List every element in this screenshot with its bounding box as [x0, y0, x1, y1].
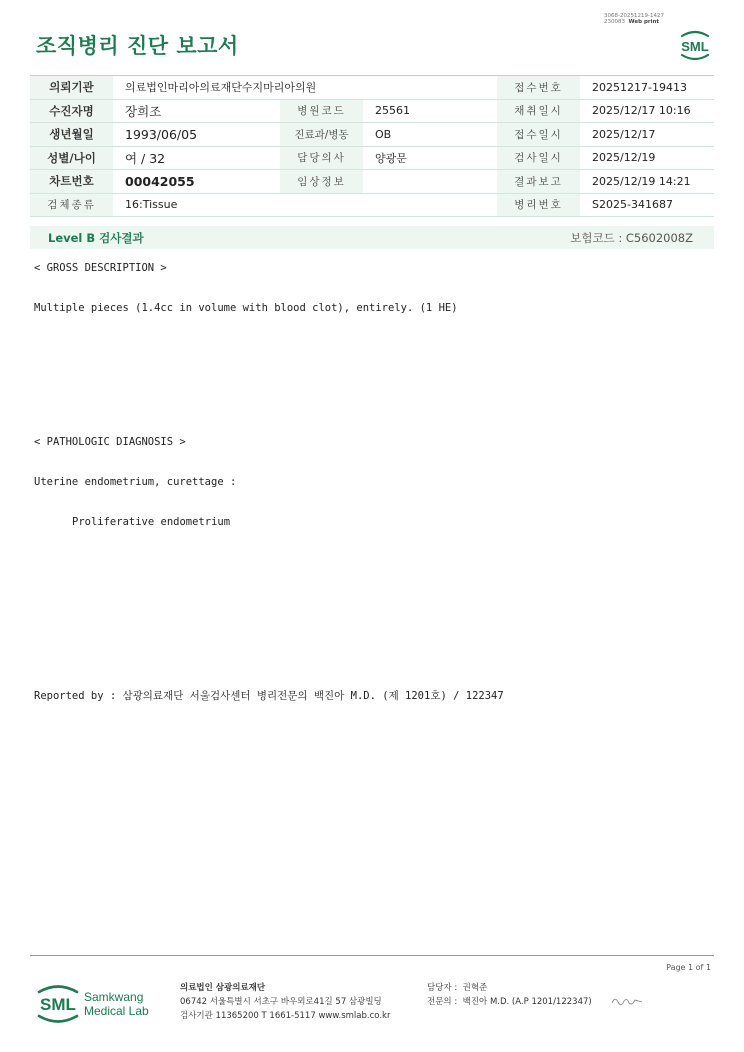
result-level-label: Level B 검사결과	[48, 231, 144, 245]
info-row	[30, 170, 714, 194]
value-physician: 양광문	[363, 146, 497, 170]
label-hospital-code: 병원코드	[280, 99, 363, 123]
footer-divider	[30, 955, 714, 956]
info-row	[30, 123, 714, 147]
value-pathology-number: S2025-341687	[580, 193, 714, 217]
label-referring-institution: 의뢰기관	[30, 76, 113, 100]
footer-logo-sml: SML	[40, 995, 76, 1014]
value-department: OB	[363, 123, 497, 147]
specialist-row	[427, 995, 592, 1009]
footer-logo-line2: Medical Lab	[84, 1004, 149, 1018]
print-code-number: 230083	[604, 19, 625, 25]
label-specimen-type: 검체종류	[30, 193, 113, 217]
specialist-name: 백진아 M.D. (A.P 1201/122347)	[462, 997, 592, 1007]
value-referring-institution: 의료법인마리아의료재단수지마리아의원	[113, 76, 497, 100]
organization-info	[180, 981, 390, 1023]
patient-info-table	[30, 75, 714, 217]
org-name: 의료법인 삼광의료재단	[180, 983, 266, 993]
value-birth-date: 1993/06/05	[113, 123, 280, 147]
value-result-report: 2025/12/19 14:21	[580, 170, 714, 194]
print-code	[604, 13, 664, 25]
print-code-label: Web print	[628, 19, 660, 25]
value-accession-number: 20251217-19413	[580, 76, 714, 100]
info-row	[30, 146, 714, 170]
value-test-date: 2025/12/19	[580, 146, 714, 170]
staff-row	[427, 981, 592, 995]
insurance-code: 보험코드 : C5602008Z	[570, 231, 693, 245]
value-patient-name: 장희조	[113, 99, 280, 123]
info-row	[30, 193, 714, 217]
value-chart-number: 00042055	[113, 170, 280, 194]
label-test-date: 검사일시	[497, 146, 580, 170]
label-sex-age: 성별/나이	[30, 146, 113, 170]
value-received-date: 2025/12/17	[580, 123, 714, 147]
value-clinical-info	[363, 170, 497, 194]
value-sex-age: 여 / 32	[113, 146, 280, 170]
label-patient-name: 수진자명	[30, 99, 113, 123]
gross-description-text: Multiple pieces (1.4cc in volume with blood clot), entirely. (1 HE)	[34, 302, 458, 314]
value-collection-datetime: 2025/12/17 10:16	[580, 99, 714, 123]
label-accession-number: 접수번호	[497, 76, 580, 100]
org-address: 06742 서울특별시 서초구 바우뫼로41길 57 삼광빌딩	[180, 997, 382, 1007]
specialist-label: 전문의 :	[427, 997, 458, 1007]
label-collection-datetime: 채취일시	[497, 99, 580, 123]
footer-logo-line1: Samkwang	[84, 990, 144, 1004]
logo-text: SML	[681, 39, 709, 54]
staff-info	[427, 981, 592, 1009]
diagnosis-result: Proliferative endometrium	[72, 516, 231, 528]
sml-logo-icon	[676, 27, 714, 63]
pathologic-diagnosis-heading: < PATHOLOGIC DIAGNOSIS >	[34, 436, 186, 448]
value-hospital-code: 25561	[363, 99, 497, 123]
print-code-line2	[604, 19, 664, 25]
label-received-date: 접수일시	[497, 123, 580, 147]
label-physician: 담당의사	[280, 146, 363, 170]
label-pathology-number: 병리번호	[497, 193, 580, 217]
value-specimen-type: 16:Tissue	[113, 193, 497, 217]
signature-icon	[610, 994, 644, 1008]
samkwang-logo-icon	[36, 982, 158, 1026]
report-title: 조직병리 진단 보고서	[36, 34, 239, 58]
label-clinical-info: 임상정보	[280, 170, 363, 194]
gross-description-heading: < GROSS DESCRIPTION >	[34, 262, 167, 274]
org-contact: 검사기관 11365200 T 1661-5117 www.smlab.co.kr	[180, 1011, 391, 1021]
print-code-line1: 3068-20251219-1427	[604, 13, 664, 19]
page-number: Page 1 of 1	[666, 963, 711, 972]
label-birth-date: 생년월일	[30, 123, 113, 147]
staff-label: 담당자 :	[427, 983, 458, 993]
info-row	[30, 99, 714, 123]
staff-name: 권혁준	[462, 983, 488, 993]
diagnosis-site: Uterine endometrium, curettage :	[34, 476, 237, 488]
label-result-report: 결과보고	[497, 170, 580, 194]
reported-by: Reported by : 삼광의료재단 서울검사센터 병리전문의 백진아 M.D. (제 1201호) / 122347	[34, 690, 504, 702]
label-department: 진료과/병동	[280, 123, 363, 147]
label-chart-number: 차트번호	[30, 170, 113, 194]
info-row	[30, 76, 714, 100]
